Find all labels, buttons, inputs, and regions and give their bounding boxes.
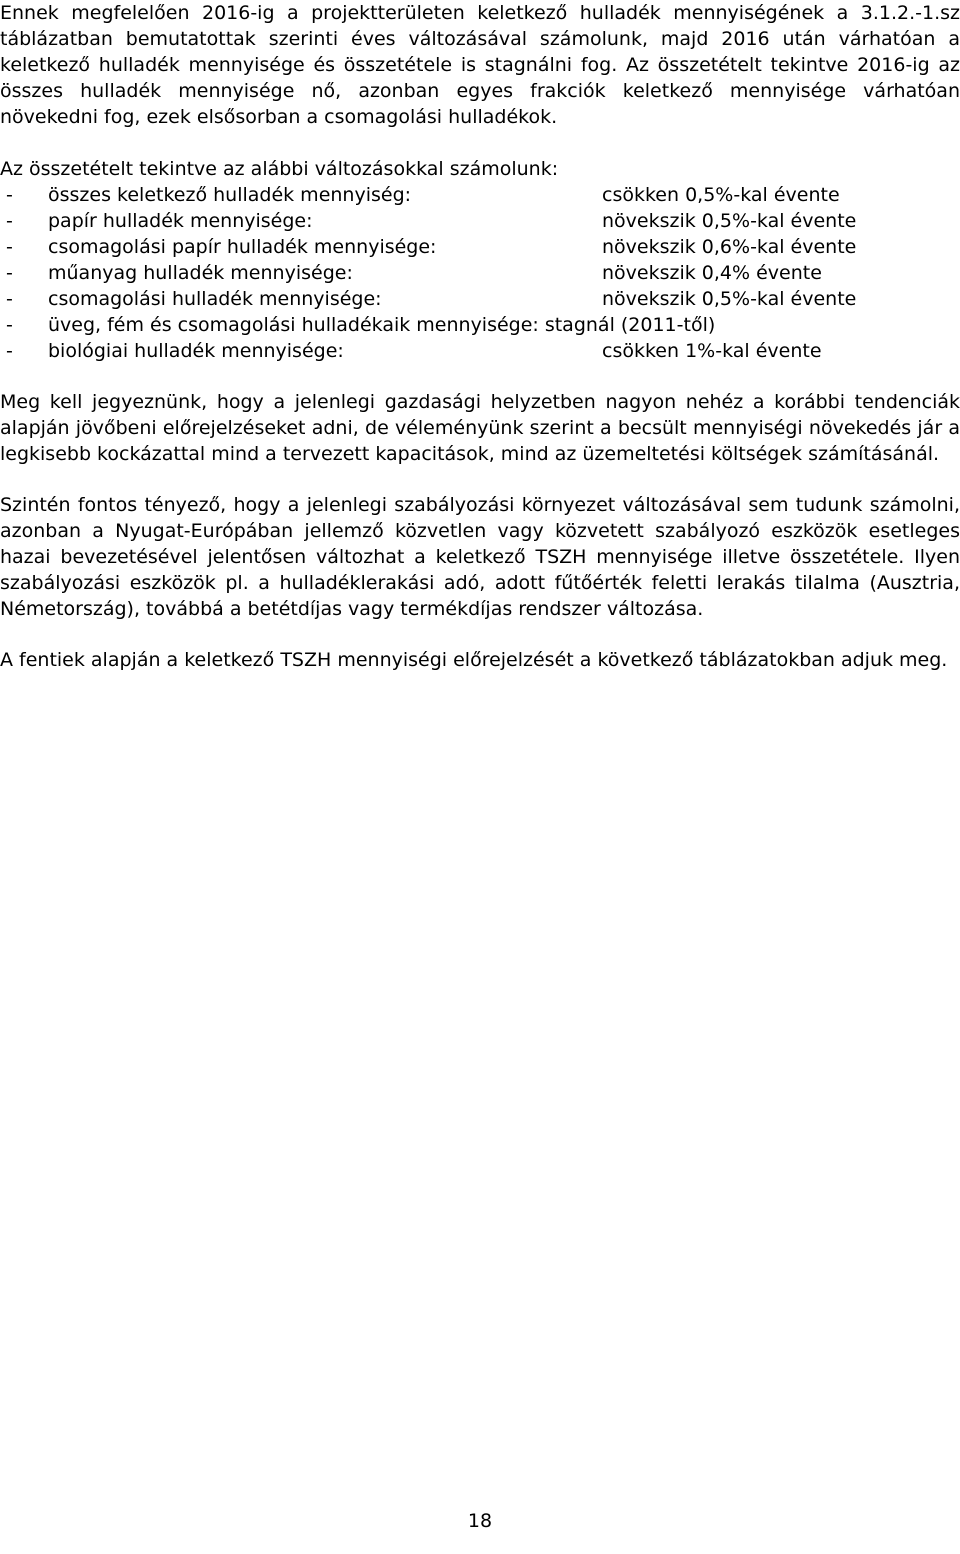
list-item [0, 182, 960, 208]
list-item-label: összes keletkező hulladék mennyiség: [48, 184, 412, 206]
list-item-label: papír hulladék mennyisége: [48, 210, 313, 232]
list-item-value: csökken 0,5%-kal évente [602, 184, 840, 206]
list-item [0, 260, 960, 286]
list-item-label: csomagolási hulladék mennyisége: [48, 288, 382, 310]
page-number: 18 [467, 1510, 493, 1532]
list-item-value: növekszik 0,6%-kal évente [602, 236, 857, 258]
intro-paragraph: Ennek megfelelően 2016-ig a projektterületen keletkező hulladék mennyiségének a 3.1.2.-1.sz táblázatban bemutatottak szerinti éves változásával számolunk, majd 2016 után várhatóan a keletkező hulladék mennyisége és összetétele is stagnálni fog. Az összetételt tekintve 2016-ig az összes hulladék mennyisége nő, azonban egyes frakciók keletkező mennyisége várhatóan növekedni fog, ezek elsősorban a csomagolási hulladékok. [0, 2, 960, 128]
list-item-label: műanyag hulladék mennyisége: [48, 262, 353, 284]
conclusion-paragraph: A fentiek alapján a keletkező TSZH mennyiségi előrejelzését a következő táblázatokban adjuk meg. [0, 649, 948, 671]
list-item [0, 312, 960, 338]
list-dash: - [6, 340, 13, 362]
list-dash: - [6, 314, 13, 336]
list-item-value: növekszik 0,5%-kal évente [602, 288, 857, 310]
list-item [0, 234, 960, 260]
list-item [0, 286, 960, 312]
list-item-label: üveg, fém és csomagolási hulladékaik mennyisége: [48, 314, 539, 336]
forecast-note-paragraph: Meg kell jegyeznünk, hogy a jelenlegi gazdasági helyzetben nagyon nehéz a korábbi tendenciák alapján jövőbeni előrejelzéseket adni, de véleményünk szerint a becsült mennyiségi növekedés jár a legkisebb kockázattal mind a tervezett kapacitások, mind az üzemeltetési költségek számításánál. [0, 391, 960, 465]
list-dash: - [6, 262, 13, 284]
list-dash: - [6, 210, 13, 232]
list-item-label: csomagolási papír hulladék mennyisége: [48, 236, 437, 258]
list-dash: - [6, 288, 13, 310]
list-item-value: stagnál (2011-től) [544, 314, 716, 336]
changes-section [0, 156, 960, 364]
list-item [0, 208, 960, 234]
document-page [0, 0, 960, 673]
list-item-label: biológiai hulladék mennyisége: [48, 340, 344, 362]
list-item [0, 338, 960, 364]
regulation-paragraph: Szintén fontos tényező, hogy a jelenlegi szabályozási környezet változásával sem tudunk számolni, azonban a Nyugat-Európában jellemző közvetlen vagy közvetett szabályozó eszközök esetleges hazai bevezetésével jelentősen változhat a keletkező TSZH mennyisége illetve összetétele. Ilyen szabályozási eszközök pl. a hulladéklerakási adó, adott fűtőérték feletti lerakás tilalma (Ausztria, Németország), továbbá a betétdíjas vagy termékdíjas rendszer változása. [0, 494, 960, 620]
list-item-value: csökken 1%-kal évente [602, 340, 822, 362]
list-item-value: növekszik 0,5%-kal évente [602, 210, 857, 232]
list-dash: - [6, 184, 13, 206]
changes-intro-text: Az összetételt tekintve az alábbi változásokkal számolunk: [0, 158, 559, 180]
list-dash: - [6, 236, 13, 258]
list-item-value: növekszik 0,4% évente [602, 262, 822, 284]
